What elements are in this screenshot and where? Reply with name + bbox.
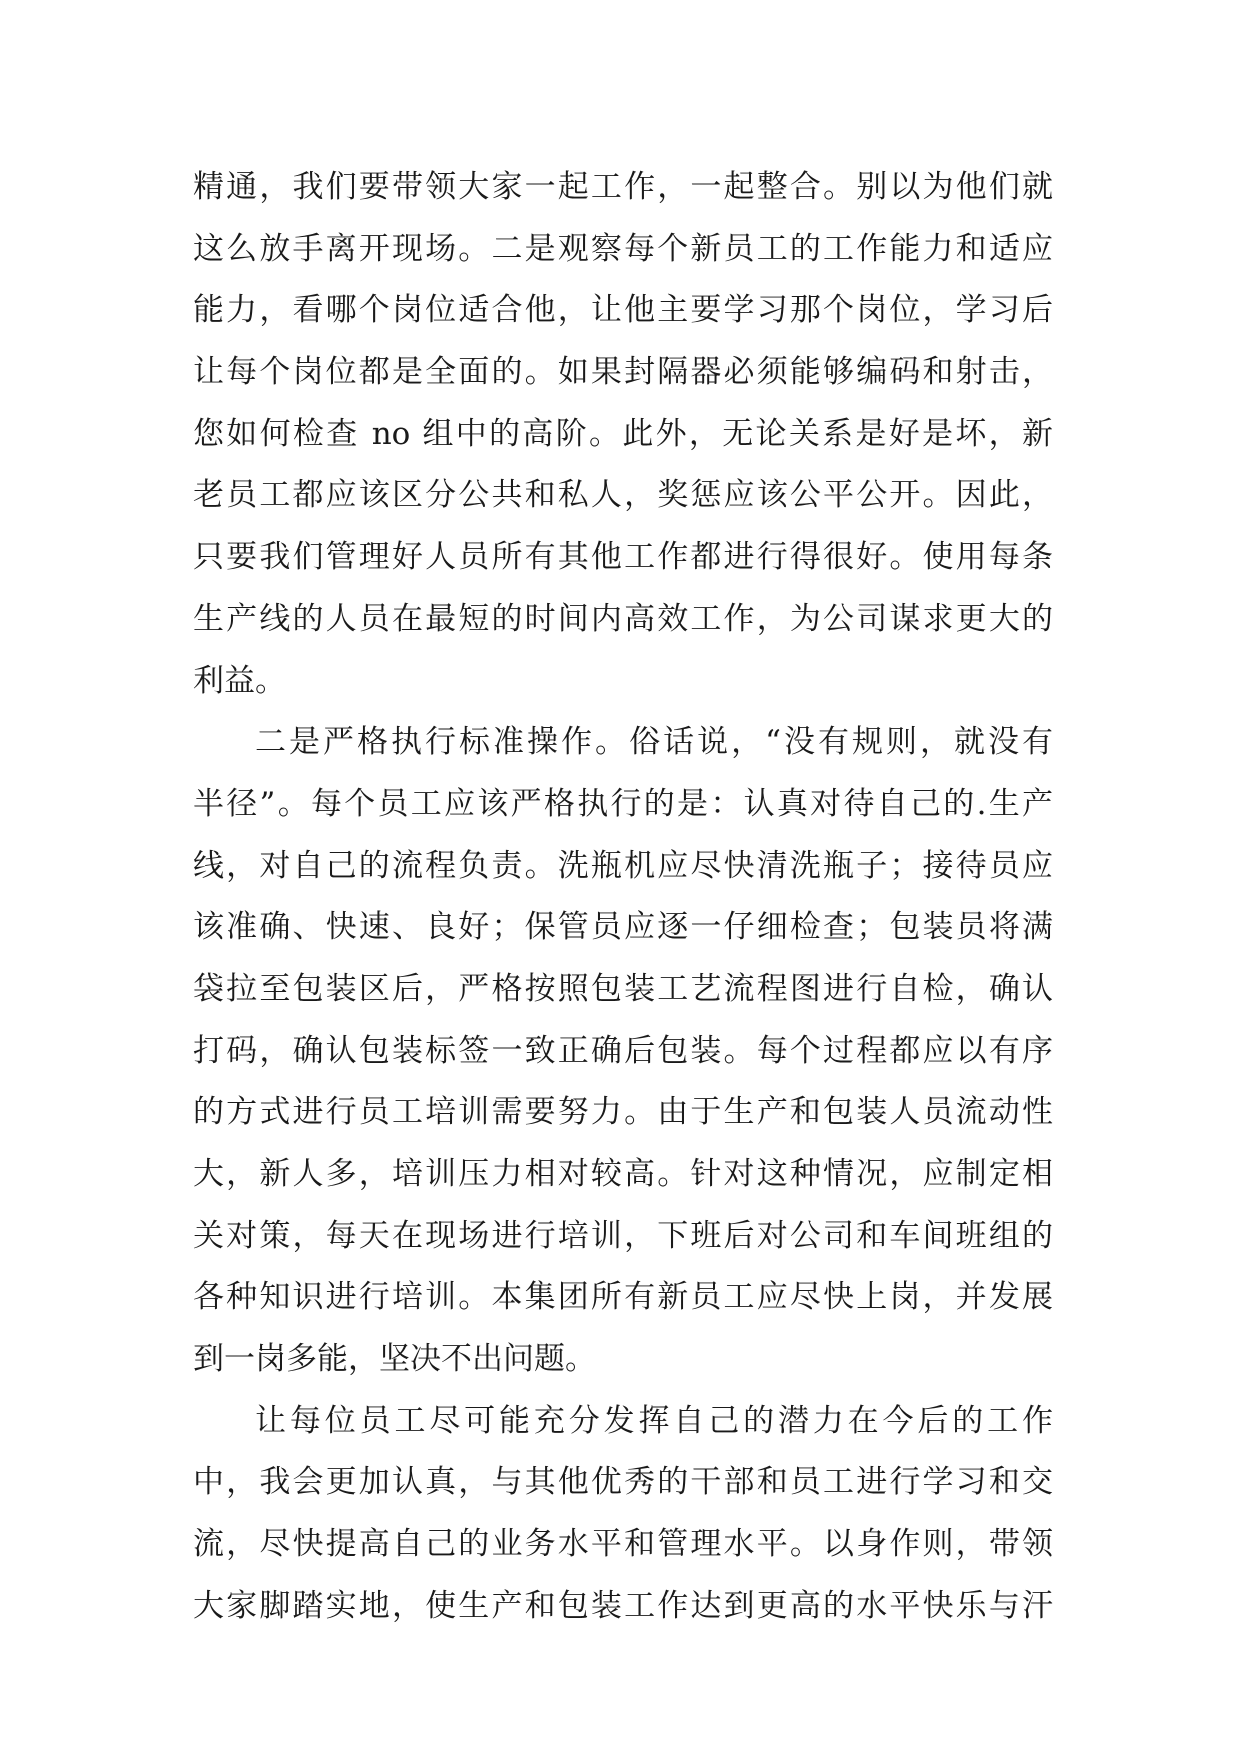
text-line: 半径”。每个员工应该严格执行的是：认真对待自己的.生产 xyxy=(193,785,1053,822)
text-line: 流，尽快提高自己的业务水平和管理水平。以身作则，带领 xyxy=(193,1526,1053,1563)
text-line: 袋拉至包装区后，严格按照包装工艺流程图进行自检，确认 xyxy=(193,970,1053,1007)
document-body xyxy=(193,157,1053,1638)
text-line: 中，我会更加认真，与其他优秀的干部和员工进行学习和交 xyxy=(193,1464,1053,1501)
text-line: 打码，确认包装标签一致正确后包装。每个过程都应以有序 xyxy=(193,1032,1053,1069)
text-line: 的方式进行员工培训需要努力。由于生产和包装人员流动性 xyxy=(193,1094,1053,1131)
text-line: 老员工都应该区分公共和私人，奖惩应该公平公开。因此， xyxy=(193,477,1053,514)
text-line: 您如何检查 no 组中的高阶。此外，无论关系是好是坏，新 xyxy=(193,415,1053,452)
text-line: 关对策，每天在现场进行培训，下班后对公司和车间班组的 xyxy=(193,1217,1053,1254)
text-line: 各种知识进行培训。本集团所有新员工应尽快上岗，并发展 xyxy=(193,1279,1053,1316)
text-line: 利益。 xyxy=(193,662,286,699)
text-line: 精通，我们要带领大家一起工作，一起整合。别以为他们就 xyxy=(193,169,1053,205)
text-line: 能力，看哪个岗位适合他，让他主要学习那个岗位，学习后 xyxy=(193,292,1053,329)
text-line: 大，新人多，培训压力相对较高。针对这种情况，应制定相 xyxy=(193,1156,1053,1192)
text-line: 大家脚踏实地，使生产和包装工作达到更高的水平快乐与汗 xyxy=(193,1587,1053,1624)
paragraph-first-line: 让每位员工尽可能充分发挥自己的潜力在今后的工作 xyxy=(255,1402,1053,1439)
text-line: 这么放手离开现场。二是观察每个新员工的工作能力和适应 xyxy=(193,230,1053,267)
text-line: 线，对自己的流程负责。洗瓶机应尽快清洗瓶子；接待员应 xyxy=(193,847,1053,884)
text-line: 到一岗多能，坚决不出问题。 xyxy=(193,1341,596,1378)
text-line: 该准确、快速、良好；保管员应逐一仔细检查；包装员将满 xyxy=(193,909,1053,946)
text-line: 生产线的人员在最短的时间内高效工作，为公司谋求更大的 xyxy=(193,600,1053,637)
paragraph-first-line: 二是严格执行标准操作。俗话说，“没有规则，就没有 xyxy=(255,724,1053,761)
text-line: 只要我们管理好人员所有其他工作都进行得很好。使用每条 xyxy=(193,539,1053,576)
text-line: 让每个岗位都是全面的。如果封隔器必须能够编码和射击， xyxy=(193,354,1053,391)
